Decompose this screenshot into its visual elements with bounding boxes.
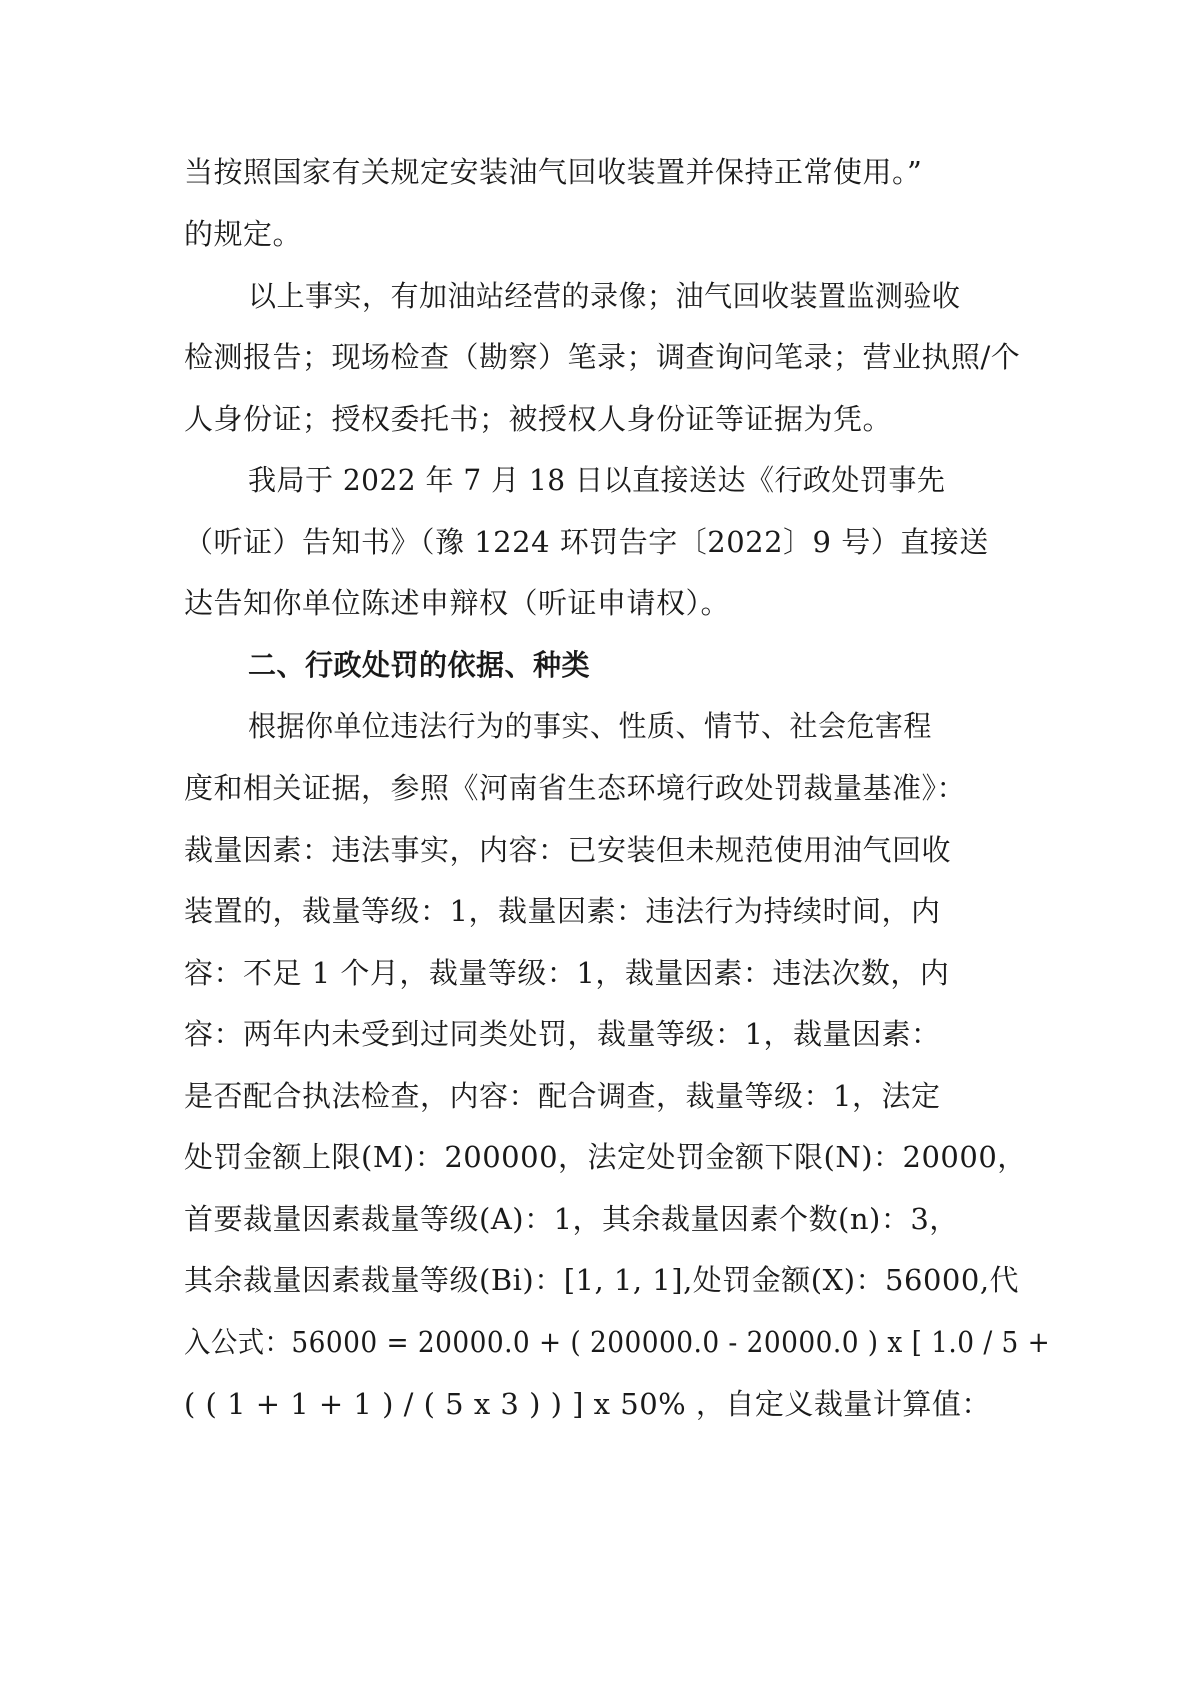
- text-line: 当按照国家有关规定安装油气回收装置并保持正常使用。”: [184, 155, 923, 189]
- text-line: 的规定。: [184, 217, 303, 251]
- text-line: 人身份证；授权委托书；被授权人身份证等证据为凭。: [184, 402, 893, 436]
- text-line: 处罚金额上限(M)：200000，法定处罚金额下限(N)：20000，: [184, 1140, 1027, 1174]
- text-line: 裁量因素：违法事实，内容：已安装但未规范使用油气回收: [184, 833, 952, 867]
- text-line: ( ( 1 + 1 + 1 ) / ( 5 x 3 ) ) ] x 50% ，自定义裁量计算值：: [184, 1387, 991, 1421]
- text-line: 达告知你单位陈述申辩权（听证申请权）。: [184, 586, 731, 620]
- paragraph-start: 以上事实，有加油站经营的录像；油气回收装置监测验收: [248, 279, 961, 313]
- section-heading: 二、行政处罚的依据、种类: [248, 648, 590, 682]
- text-line: 检测报告；现场检查（勘察）笔录；调查询问笔录；营业执照/个: [184, 340, 1021, 374]
- text-line: （听证）告知书》（豫 1224 环罚告字〔2022〕9 号）直接送: [184, 525, 989, 559]
- text-line: 容：两年内未受到过同类处罚，裁量等级：1，裁量因素：: [184, 1017, 941, 1051]
- text-line: 度和相关证据，参照《河南省生态环境行政处罚裁量基准》：: [184, 771, 967, 805]
- text-line: 装置的，裁量等级：1，裁量因素：违法行为持续时间，内: [184, 894, 941, 928]
- paragraph-start: 根据你单位违法行为的事实、性质、情节、社会危害程: [248, 709, 932, 743]
- text-line: 首要裁量因素裁量等级(A)：1，其余裁量因素个数(n)：3，: [184, 1202, 959, 1236]
- text-line: 入公式：56000 = 20000.0 + ( 200000.0 - 20000.0 ) x [ 1.0 / 5 +: [184, 1325, 1051, 1359]
- paragraph-start: 我局于 2022 年 7 月 18 日以直接送达《行政处罚事先: [248, 463, 946, 497]
- text-line: 是否配合执法检查，内容：配合调查，裁量等级：1，法定: [184, 1079, 941, 1113]
- text-line: 其余裁量因素裁量等级(Bi)：[1, 1, 1],处罚金额(X)：56000,代: [184, 1263, 1020, 1297]
- text-line: 容：不足 1 个月，裁量等级：1，裁量因素：违法次数，内: [184, 956, 950, 990]
